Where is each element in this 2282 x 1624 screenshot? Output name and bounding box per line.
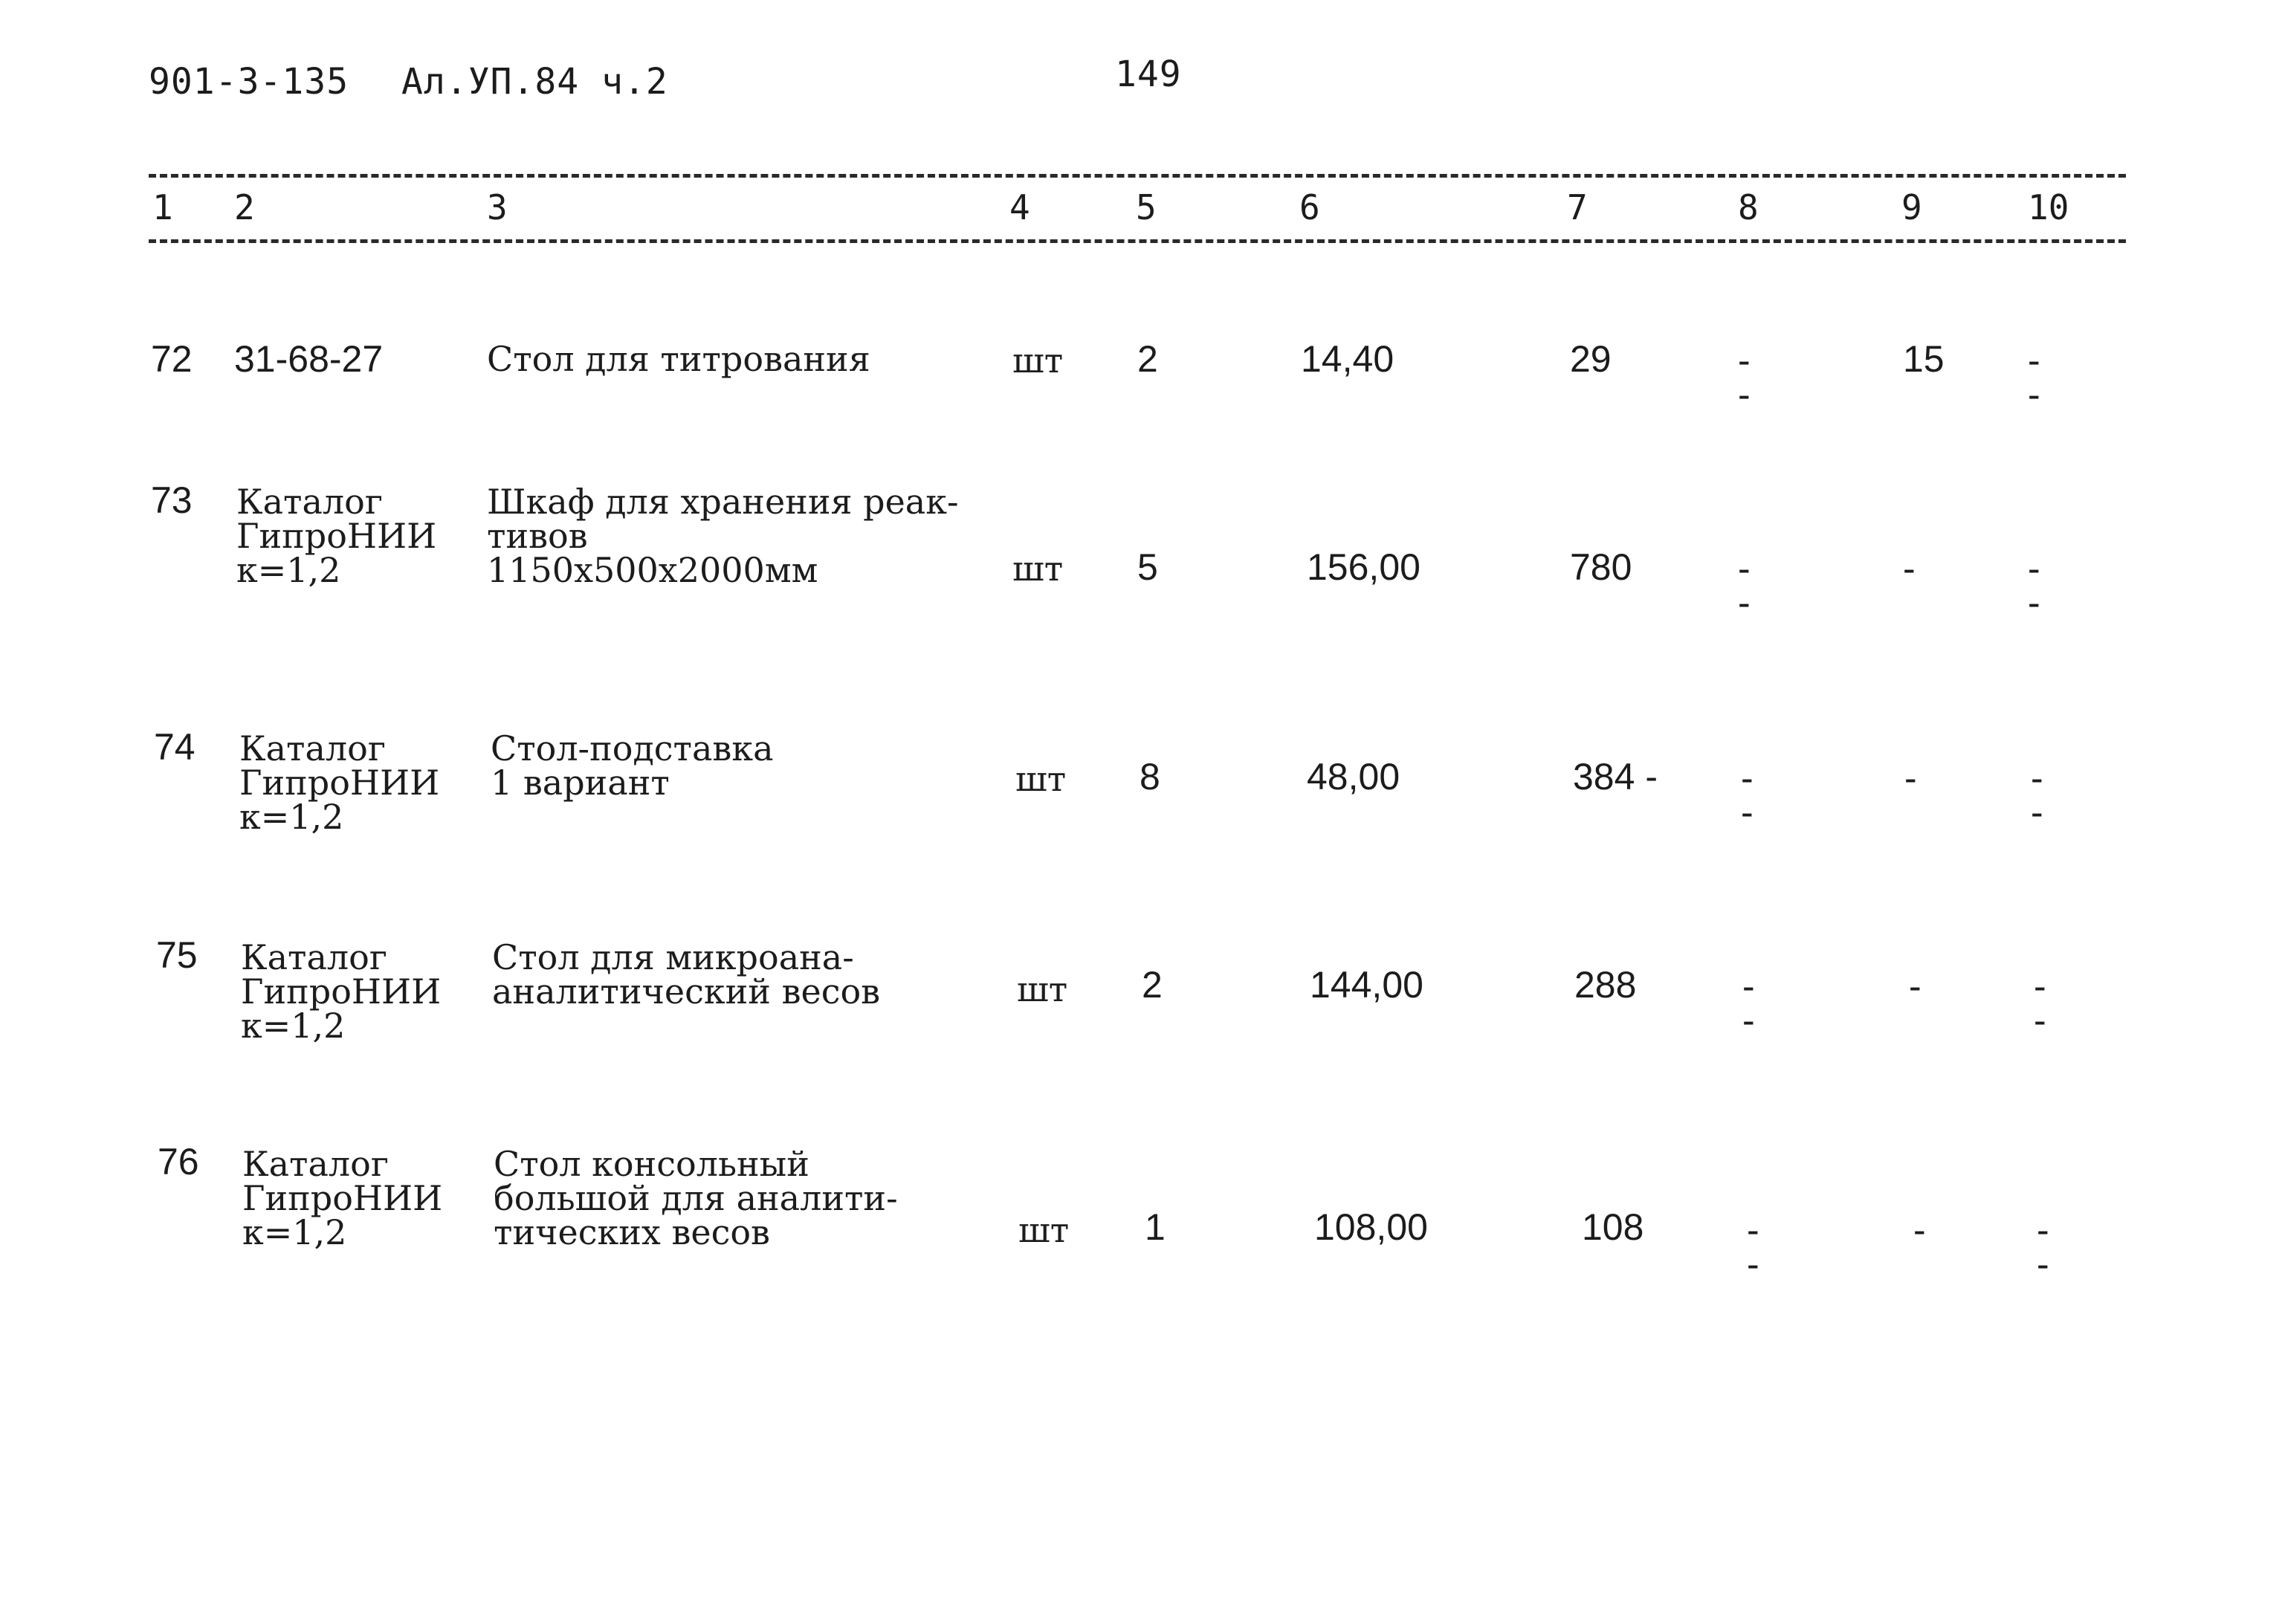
column-8-value: - - xyxy=(1738,340,1751,415)
album-reference: Ал.УП.84 ч.2 xyxy=(401,61,668,103)
column-header-2: 2 xyxy=(234,187,255,227)
item-name: Стол консольный большой для аналити- тических весов xyxy=(494,1144,898,1252)
row-number: 72 xyxy=(151,338,193,380)
catalog-reference: 31-68-27 xyxy=(234,338,384,380)
unit-price: 156,00 xyxy=(1307,546,1420,588)
unit: шт xyxy=(1017,969,1068,1009)
unit: шт xyxy=(1015,759,1067,799)
row-number: 73 xyxy=(151,479,193,521)
quantity: 2 xyxy=(1142,964,1163,1006)
column-header-5: 5 xyxy=(1136,187,1157,227)
total-cost: 780 xyxy=(1570,546,1632,588)
column-9-value: 15 xyxy=(1903,338,1945,380)
column-header-1: 1 xyxy=(152,187,173,227)
quantity: 2 xyxy=(1137,338,1158,380)
column-header-7: 7 xyxy=(1567,187,1588,227)
column-8-value: - - xyxy=(1738,548,1751,624)
catalog-reference: Каталог ГипроНИИ к=1,2 xyxy=(241,937,442,1046)
unit-price: 108,00 xyxy=(1314,1206,1428,1248)
column-header-8: 8 xyxy=(1738,187,1759,227)
column-header-6: 6 xyxy=(1299,187,1320,227)
column-header-10: 10 xyxy=(2028,187,2069,227)
total-cost: 384 - xyxy=(1573,756,1658,798)
column-8-value: - - xyxy=(1742,965,1755,1041)
column-10-value: - - xyxy=(2028,340,2040,415)
catalog-reference: Каталог ГипроНИИ к=1,2 xyxy=(236,482,437,590)
column-9-value: - xyxy=(1913,1209,1926,1251)
column-8-value: - - xyxy=(1747,1209,1759,1285)
unit-price: 14,40 xyxy=(1301,338,1394,380)
item-name: Стол для титрования xyxy=(487,339,870,379)
quantity: 1 xyxy=(1145,1206,1166,1248)
column-header-4: 4 xyxy=(1009,187,1030,227)
header-rule-bottom xyxy=(149,239,2126,243)
total-cost: 108 xyxy=(1582,1206,1644,1248)
column-header-3: 3 xyxy=(487,187,508,227)
page-number: 149 xyxy=(1115,54,1182,95)
catalog-reference: Каталог ГипроНИИ к=1,2 xyxy=(242,1144,443,1252)
total-cost: 29 xyxy=(1570,338,1612,380)
header-rule-top xyxy=(149,174,2126,178)
unit: шт xyxy=(1012,340,1064,381)
column-10-value: - - xyxy=(2034,965,2046,1041)
row-number: 74 xyxy=(154,726,195,768)
document-code: 901-3-135 xyxy=(149,61,349,103)
unit-price: 48,00 xyxy=(1307,756,1400,798)
column-9-value: - xyxy=(1904,757,1917,799)
column-8-value: - - xyxy=(1741,757,1753,833)
unit: шт xyxy=(1018,1210,1070,1250)
item-name: Стол для микроана- аналитический весов xyxy=(492,937,881,1012)
row-number: 75 xyxy=(156,934,198,976)
total-cost: 288 xyxy=(1574,964,1637,1006)
column-header-9: 9 xyxy=(1901,187,1922,227)
column-10-value: - - xyxy=(2028,548,2040,624)
unit-price: 144,00 xyxy=(1310,964,1423,1006)
row-number: 76 xyxy=(158,1141,199,1183)
quantity: 5 xyxy=(1137,546,1158,588)
column-10-value: - - xyxy=(2031,757,2043,833)
item-name: Стол-подставка 1 вариант xyxy=(491,728,774,803)
catalog-reference: Каталог ГипроНИИ к=1,2 xyxy=(239,728,440,837)
column-9-value: - xyxy=(1909,965,1921,1007)
column-9-value: - xyxy=(1903,548,1916,589)
column-10-value: - - xyxy=(2037,1209,2049,1285)
quantity: 8 xyxy=(1140,756,1160,798)
unit: шт xyxy=(1012,549,1064,589)
item-name: Шкаф для хранения реак- тивов 1150х500х2000мм xyxy=(487,482,959,590)
